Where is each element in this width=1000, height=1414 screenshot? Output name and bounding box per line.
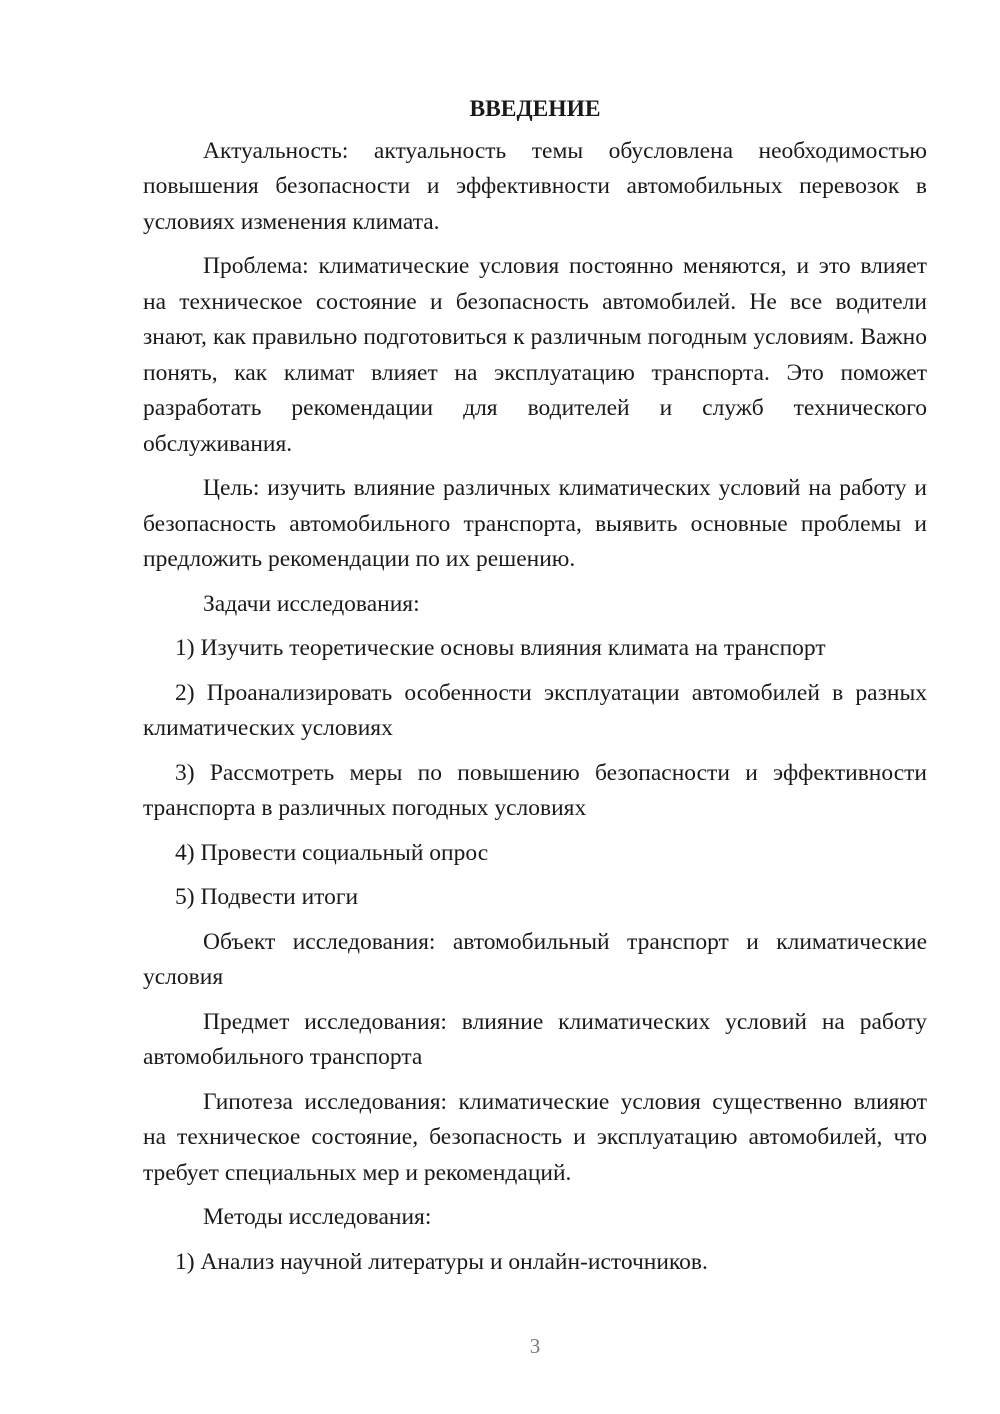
tasks-heading: Задачи исследования:: [203, 590, 420, 617]
subject-paragraph: Предмет исследования: влияние климатических условий на работу автомобильного транспорта: [143, 1008, 927, 1070]
relevance-paragraph: Актуальность: актуальность темы обусловлена необходимостью повышения безопасности и эффективности автомобильных перевозок в условиях изменения климата.: [143, 137, 927, 235]
task-item-5: 5) Подвести итоги: [175, 884, 359, 910]
goal-paragraph: Цель: изучить влияние различных климатических условий на работу и безопасность автомобильного транспорта, выявить основные проблемы и предложить рекомендации по их решению.: [143, 475, 927, 572]
task-item-4: 4) Провести социальный опрос: [175, 839, 489, 866]
section-title: ВВЕДЕНИЕ: [469, 96, 601, 122]
method-item-1: 1) Анализ научной литературы и онлайн-источников.: [175, 1248, 708, 1275]
methods-heading: Методы исследования:: [203, 1204, 432, 1230]
object-paragraph: Объект исследования: автомобильный транспорт и климатические условия: [143, 928, 927, 990]
hypothesis-paragraph: Гипотеза исследования: климатические условия существенно влияют на техническое состояние, безопасность и эксплуатацию автомобилей, что требует специальных мер и рекомендаций.: [143, 1088, 927, 1186]
task-item-1: 1) Изучить теоретические основы влияния климата на транспорт: [175, 635, 826, 661]
task-item-3: 3) Рассмотреть меры по повышению безопасности и эффективности транспорта в различных погодных условиях: [143, 759, 927, 821]
page-content: [143, 92, 927, 1289]
task-item-2: 2) Проанализировать особенности эксплуатации автомобилей в разных климатических условиях: [143, 679, 927, 741]
page-number: 3: [529, 1334, 541, 1358]
problem-paragraph: Проблема: климатические условия постоянно меняются, и это влияет на техническое состояние и безопасность автомобилей. Не все водители знают, как правильно подготовиться к различным погодным условиям. Важно понять, как климат влияет на эксплуатацию транспорта. Это поможет разработать рекомендации для водителей и служб технического обслуживания.: [143, 253, 927, 457]
